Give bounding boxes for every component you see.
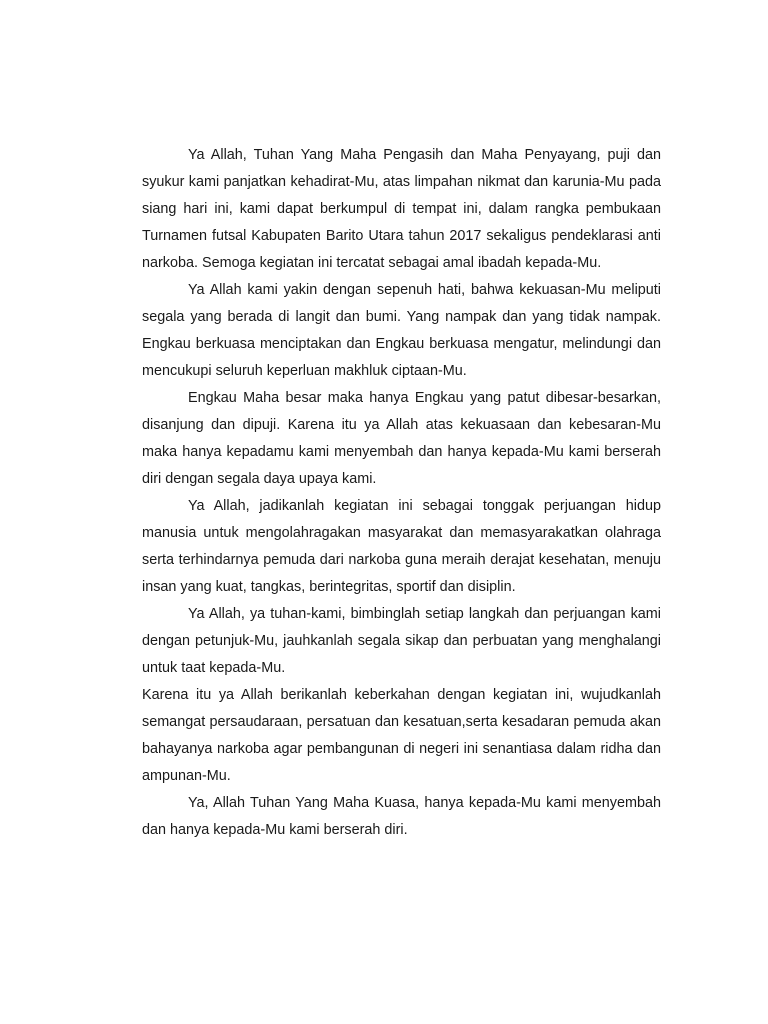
document-body — [142, 142, 661, 844]
paragraph-4: Ya Allah, jadikanlah kegiatan ini sebagai tonggak perjuangan hidup manusia untuk mengolahragakan masyarakat dan memasyarakatkan olahraga serta terhindarnya pemuda dari narkoba guna meraih derajat kesehatan, menuju insan yang kuat, tangkas, berintegritas, sportif dan disiplin. — [142, 498, 661, 595]
paragraph-6: Karena itu ya Allah berikanlah keberkahan dengan kegiatan ini, wujudkanlah semangat persaudaraan, persatuan dan kesatuan,serta kesadaran pemuda akan bahayanya narkoba agar pembangunan di negeri ini senantiasa dalam ridha dan ampunan-Mu. — [142, 687, 661, 784]
paragraph-5: Ya Allah, ya tuhan-kami, bimbinglah setiap langkah dan perjuangan kami dengan petunjuk-Mu, jauhkanlah segala sikap dan perbuatan yang menghalangi untuk taat kepada-Mu. — [142, 606, 661, 676]
paragraph-3: Engkau Maha besar maka hanya Engkau yang patut dibesar-besarkan, disanjung dan dipuji. Karena itu ya Allah atas kekuasaan dan kebesaran-Mu maka hanya kepadamu kami menyembah dan hanya kepada-Mu kami berserah diri dengan segala daya upaya kami. — [142, 390, 661, 487]
paragraph-1: Ya Allah, Tuhan Yang Maha Pengasih dan Maha Penyayang, puji dan syukur kami panjatkan kehadirat-Mu, atas limpahan nikmat dan karunia-Mu pada siang hari ini, kami dapat berkumpul di tempat ini, dalam rangka pembukaan Turnamen futsal Kabupaten Barito Utara tahun 2017 sekaligus pendeklarasi anti narkoba. Semoga kegiatan ini tercatat sebagai amal ibadah kepada-Mu. — [142, 147, 661, 271]
paragraph-2: Ya Allah kami yakin dengan sepenuh hati, bahwa kekuasan-Mu meliputi segala yang berada di langit dan bumi. Yang nampak dan yang tidak nampak. Engkau berkuasa menciptakan dan Engkau berkuasa mengatur, melindungi dan mencukupi seluruh keperluan makhluk ciptaan-Mu. — [142, 282, 661, 379]
paragraph-7: Ya, Allah Tuhan Yang Maha Kuasa, hanya kepada-Mu kami menyembah dan hanya kepada-Mu kami berserah diri. — [142, 795, 661, 838]
